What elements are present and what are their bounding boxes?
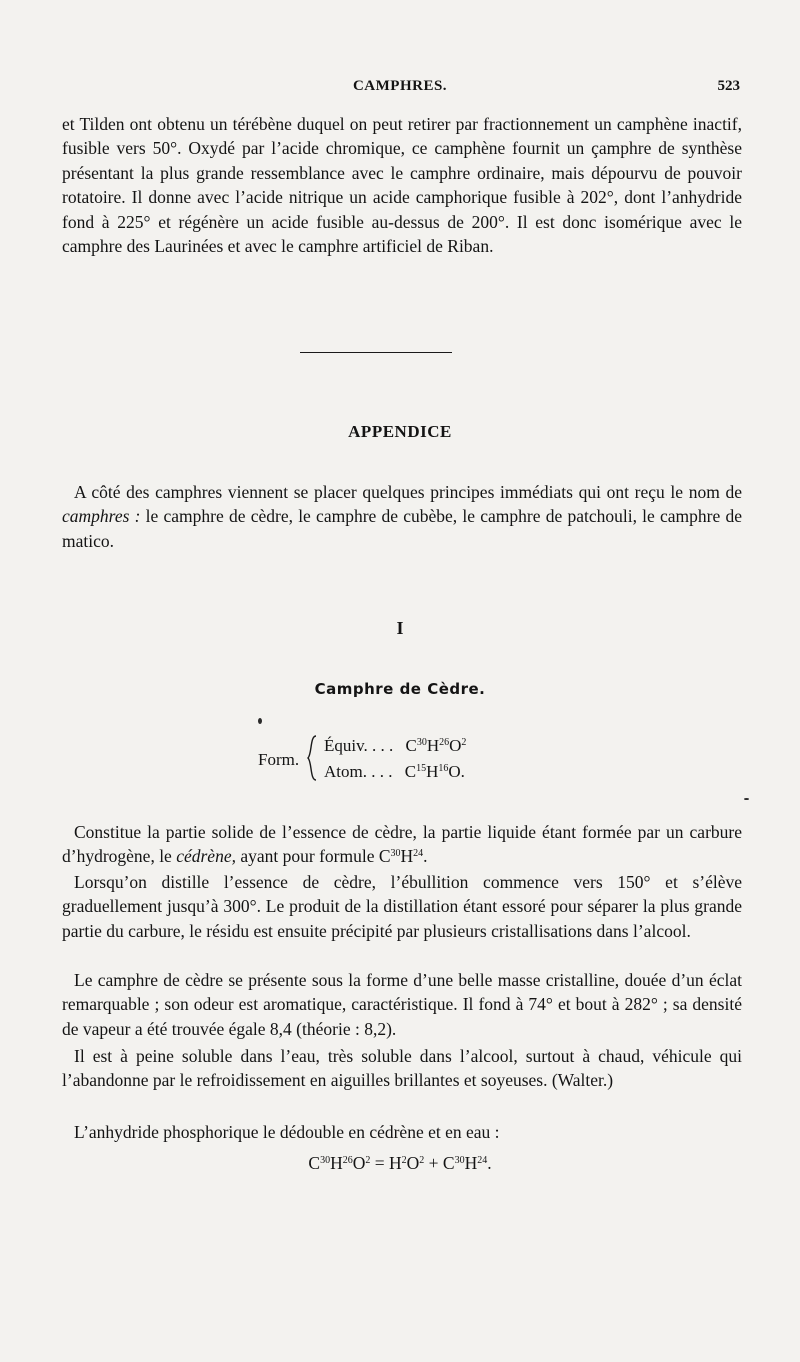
running-head: CAMPHRES. [352, 78, 448, 94]
formula-row-equiv [324, 736, 466, 756]
paragraph-1-text-a: Constitue la partie solide de l’essence de cèdre, la partie liquide étant formée par un carbure d’hydrogène, le [62, 822, 742, 867]
appendix-intro [62, 480, 742, 553]
paragraph-3: Le camphre de cèdre se présente sous la forme d’une belle masse cristalline, douée d’un éclat remarquable ; son odeur est aromatique, caractéristique. Il fond à 74° et bout à 282° ; sa densité de vapeur a été trouvée égale 8,4 (théorie : 8,2). [62, 970, 742, 1039]
paragraph-1-text-b: ayant pour formule C [235, 846, 391, 867]
page-number: 523 [717, 78, 740, 94]
appendix-intro-a: A côté des camphres viennent se placer quelques principes immédiats qui ont reçu le nom de [74, 482, 742, 502]
section-numeral: I [396, 618, 404, 638]
intro-paragraph [62, 112, 742, 258]
paragraph-2: Lorsqu’on distille l’essence de cèdre, l’ébullition commence vers 150° et s’élève graduellement jusqu’à 300°. Le produit de la distillation étant essoré pour séparer la plus grande partie du carbure, le résidu est ensuite précipité par plusieurs cristallisations dans l’alcool. [62, 872, 742, 941]
formula-row-atom [324, 762, 465, 782]
appendix-intro-italic: camphres : [62, 506, 141, 527]
decomposition-equation: $C^{30}H^{26}O^2 = H^2O^2 + C^{30}H^{24}$. [308, 1153, 492, 1173]
intro-paragraph-text: et Tilden ont obtenu un térébène duquel on peut retirer par fractionnement un camphène inactif, fusible vers 50°. Oxydé par l’acide chromique, ce camphène fournit un çamphre de synthèse présentant la plus grande ressemblance avec le camphre ordinaire, mais dépourvu de pouvoir rotatoire. Il donne avec l’acide nitrique un acide camphorique fusible à 202°, dont l’anhydride fond à 225° et régénère un acide fusible au-dessus de 200°. Il est donc isomérique avec le camphre des Laurinées et avec le camphre artificiel de Riban. [62, 114, 742, 257]
atom-label: Atom. . . . [324, 762, 393, 781]
section-divider [300, 352, 452, 353]
appendix-intro-b: le camphre de cèdre, le camphre de cubèbe, le camphre de patchouli, le camphre de matico. [62, 506, 742, 551]
brace-icon [306, 734, 318, 782]
paragraph-1-text-c: H [400, 846, 414, 867]
appendix-title: APPENDICE [348, 422, 452, 441]
paragraph-1-italic: cédrène, [176, 846, 236, 867]
equiv-label: Équiv. . . . [324, 736, 394, 755]
paragraph-4: Il est à peine soluble dans l’eau, très soluble dans l’alcool, surtout à chaud, véhicule qui l’abandonne par le refroidissement en aiguilles brillantes et soyeuses. (Walter.) [62, 1046, 742, 1091]
formula-block [258, 734, 538, 790]
paragraph-5: L’anhydride phosphorique le dédouble en cédrène et en eau : [74, 1122, 500, 1142]
ink-speck [258, 718, 262, 724]
atom-formula: $C^{15}H^{16}O$. [404, 762, 465, 781]
section-title: Camphre de Cèdre. [314, 680, 486, 698]
ink-speck [744, 798, 749, 800]
paragraph-1-sup-1: 30 [390, 848, 401, 860]
paragraph-1-sup-2: 24 [413, 848, 424, 860]
paragraph-1 [62, 820, 742, 869]
equiv-formula: $C^{30}H^{26}O^2$ [405, 736, 467, 755]
formula-label: Form. [258, 750, 300, 769]
paragraph-1-text-d: . [423, 846, 428, 867]
